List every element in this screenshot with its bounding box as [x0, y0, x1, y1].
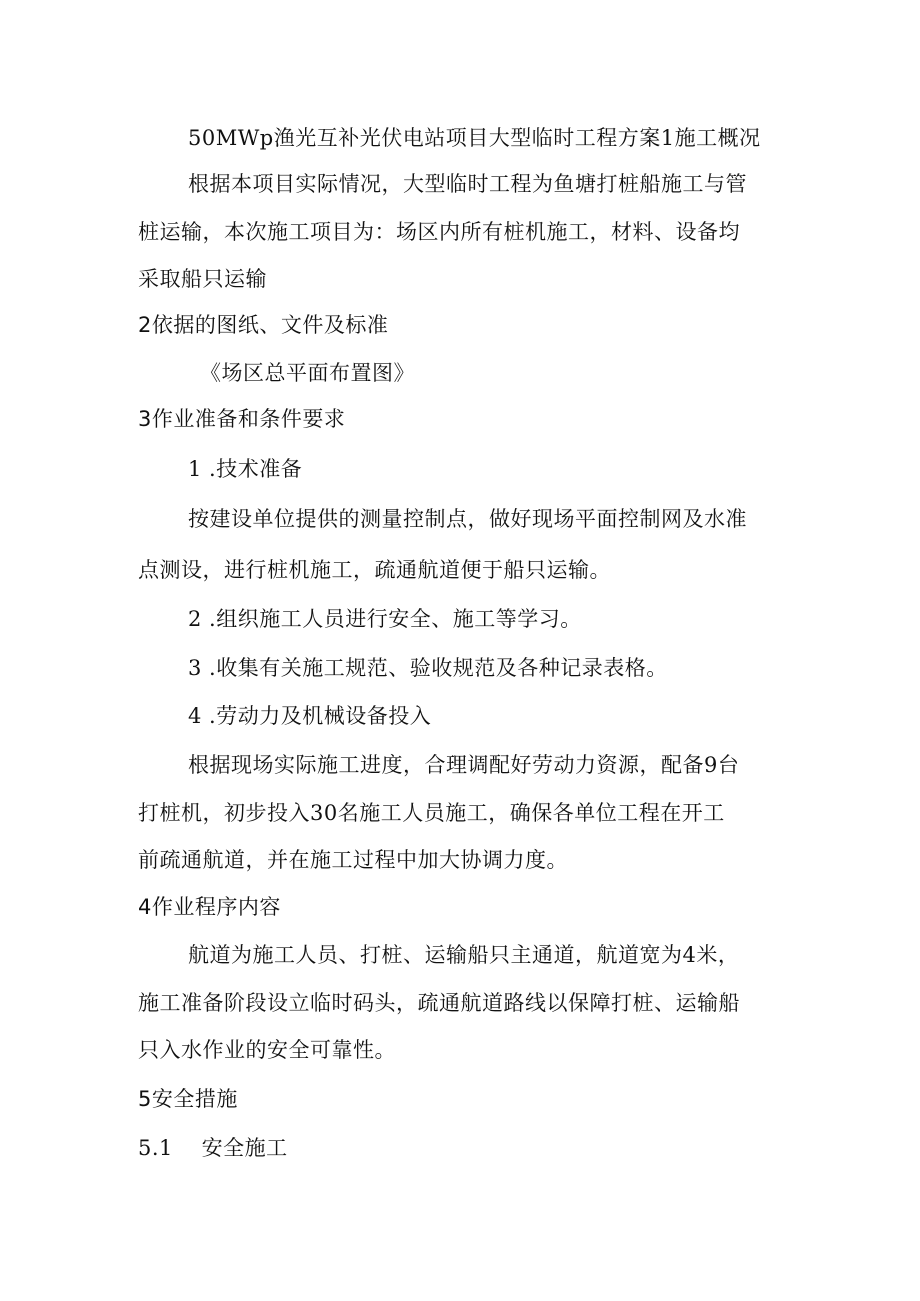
paragraph-labor-line-1: 根据现场实际施工进度，合理调配好劳动力资源，配备9台	[188, 753, 740, 777]
list-item-1: 1 .技术准备	[188, 457, 303, 481]
paragraph-procedure-line-2: 施工准备阶段设立临时码头，疏通航道路线以保障打桩、运输船	[138, 991, 740, 1015]
paragraph-labor-line-3: 前疏通航道，并在施工过程中加大协调力度。	[138, 848, 568, 872]
section-heading-5: 5安全措施	[138, 1087, 238, 1111]
section-heading-4: 4作业程序内容	[138, 895, 281, 919]
subsection-heading-5-1: 5.1 安全施工	[138, 1136, 288, 1160]
paragraph-overview-line-3: 采取船只运输	[138, 267, 267, 291]
list-item-4: 4 .劳动力及机械设备投入	[188, 704, 432, 728]
list-item-2: 2 .组织施工人员进行安全、施工等学习。	[188, 607, 582, 631]
section-heading-3: 3作业准备和条件要求	[138, 407, 346, 431]
paragraph-technical-line-2: 点测设，进行桩机施工，疏通航道便于船只运输。	[138, 558, 611, 582]
section-heading-2: 2依据的图纸、文件及标准	[138, 313, 389, 337]
list-item-3: 3 .收集有关施工规范、验收规范及各种记录表格。	[188, 656, 668, 680]
paragraph-technical-line-1: 按建设单位提供的测量控制点，做好现场平面控制网及水准	[188, 507, 747, 531]
document-title-line: 50MWp渔光互补光伏电站项目大型临时工程方案1施工概况	[188, 126, 761, 150]
paragraph-labor-line-2: 打桩机，初步投入30名施工人员施工，确保各单位工程在开工	[138, 801, 725, 825]
paragraph-overview-line-1: 根据本项目实际情况，大型临时工程为鱼塘打桩船施工与管	[188, 172, 747, 196]
reference-drawing-title: 《场区总平面布置图》	[200, 361, 415, 385]
paragraph-overview-line-2: 桩运输，本次施工项目为：场区内所有桩机施工，材料、设备均	[138, 220, 740, 244]
paragraph-procedure-line-3: 只入水作业的安全可靠性。	[138, 1038, 396, 1062]
paragraph-procedure-line-1: 航道为施工人员、打桩、运输船只主通道，航道宽为4米，	[188, 943, 740, 967]
